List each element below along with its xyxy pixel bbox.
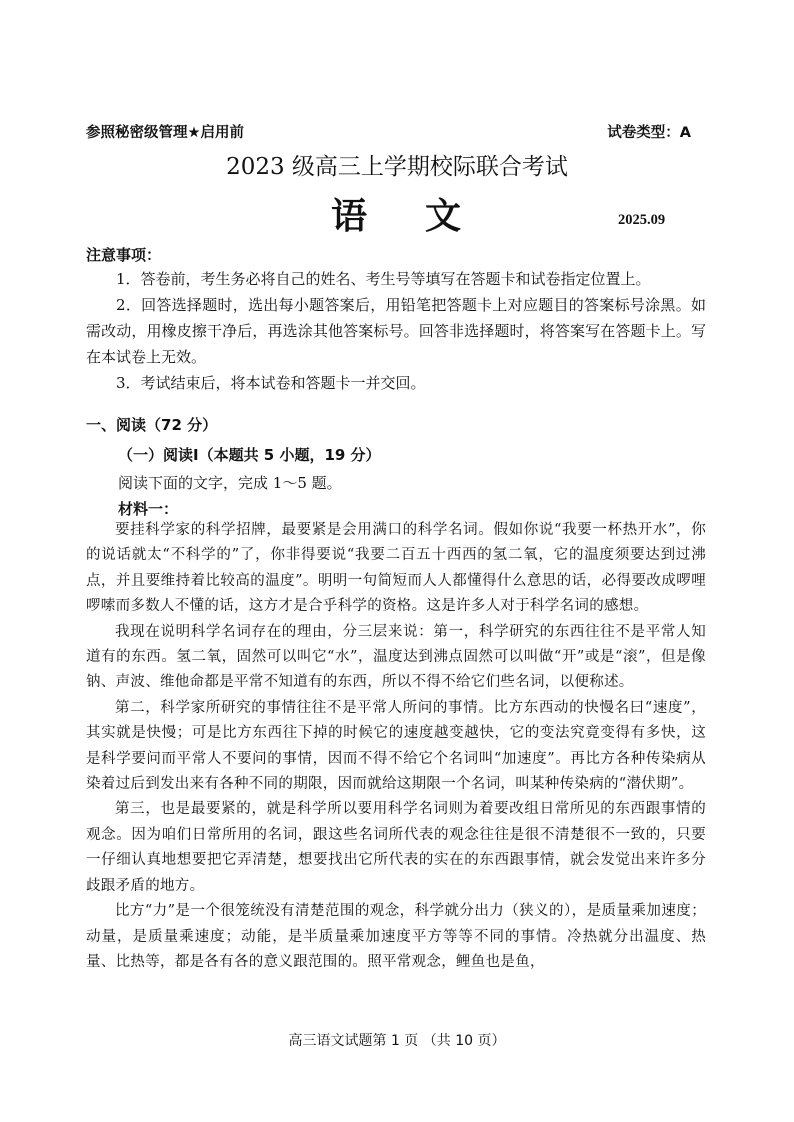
passage-paragraph: 第三，也是最要紧的，就是科学所以要用科学名词则为着要改组日常所见的东西跟事情的观念。因为咱们日常所用的名词，跟这些名词所代表的观念往往是很不清楚很不一致的，只要一仔细认真地想要把它弄清楚，想要找出它所代表的实在的东西跟事情，就会发觉出来许多分歧跟矛盾的地方。 xyxy=(86,801,706,894)
section-title: 一、阅读（72 分） xyxy=(86,416,218,434)
reading-title: （一）阅读Ⅰ（本题共 5 小题，19 分） xyxy=(118,446,381,464)
passage-paragraph: 我现在说明科学名词存在的理由，分三层来说：第一，科学研究的东西往往不是平常人知道有的东西。氢二氧，固然可以叫它“水”，温度达到沸点固然可以叫做“开”或是“滚”，但是像钠、声波、维他命都是平常不知道有的东西，所以不得不给它们些名词，以便称述。 xyxy=(86,623,706,691)
page-footer: 高三语文试题第 1 页 （共 10 页） xyxy=(288,1033,506,1049)
secrecy-label: 参照秘密级管理★启用前 xyxy=(86,125,244,141)
notes-item: 2．回答选择题时，选出每小题答案后，用铅笔把答题卡上对应题目的答案标号涂黑。如需改动，用橡皮擦干净后，再选涂其他答案标号。回答非选择题时，将答案写在答题卡上。写在本试卷上无效。 xyxy=(86,296,706,366)
notes-item: 1．答卷前，考生务必将自己的姓名、考生号等填写在答题卡和试卷指定位置上。 xyxy=(116,270,651,288)
notes-item: 3．考试结束后，将本试卷和答题卡一并交回。 xyxy=(116,374,426,392)
material-label: 材料一： xyxy=(118,500,179,518)
subject-char-1: 语 xyxy=(330,195,369,237)
passage-paragraph: 第二，科学家所研究的事情往往不是平常人所问的事情。比方东西动的快慢名曰“速度”，其实就是快慢；可是比方东西往下掉的时候它的速度越变越快，它的变法究竟变得有多快，这是科学要问而平常人不要问的事情，因而不得不给它个名词叫“加速度”。再比方各种传染病从染着过后到发出来有各种不同的期限，因而就给这期限一个名词，叫某种传染病的“潜伏期”。 xyxy=(86,699,706,793)
passage-paragraph: 要挂科学家的科学招牌，最要紧是会用满口的科学名词。假如你说“我要一杯热开水”，你的说话就太“不科学的”了，你非得要说“我要二百五十西西的氢二氧，它的温度须要达到过沸点，并且要维持着比较高的温度”。明明一句简短而人人都懂得什么意思的话，必得要改成啰哩啰嗦而多数人不懂的话，这方才是合乎科学的资格。这是许多人对于科学名词的感想。 xyxy=(86,522,706,615)
subject-char-2: 文 xyxy=(425,195,464,237)
reading-instruction: 阅读下面的文字，完成 1～5 题。 xyxy=(118,474,342,492)
subject-title xyxy=(0,188,794,239)
exam-date: 2025.09 xyxy=(618,212,666,228)
notes-list xyxy=(86,266,706,396)
notes-title: 注意事项： xyxy=(86,246,162,264)
passage xyxy=(86,518,706,975)
passage-paragraph: 比方“力”是一个很笼统没有清楚范围的观念，科学就分出力（狭义的），是质量乘加速度；动量，是质量乘速度；动能，是半质量乘加速度平方等等不同的事情。冷热就分出温度、热量、比热等，都是各有各的意义跟范围的。照平常观念，鲤鱼也是鱼， xyxy=(86,903,706,970)
paper-type-label: 试卷类型：A xyxy=(607,125,691,141)
exam-title: 2023 级高三上学期校际联合考试 xyxy=(226,154,568,180)
